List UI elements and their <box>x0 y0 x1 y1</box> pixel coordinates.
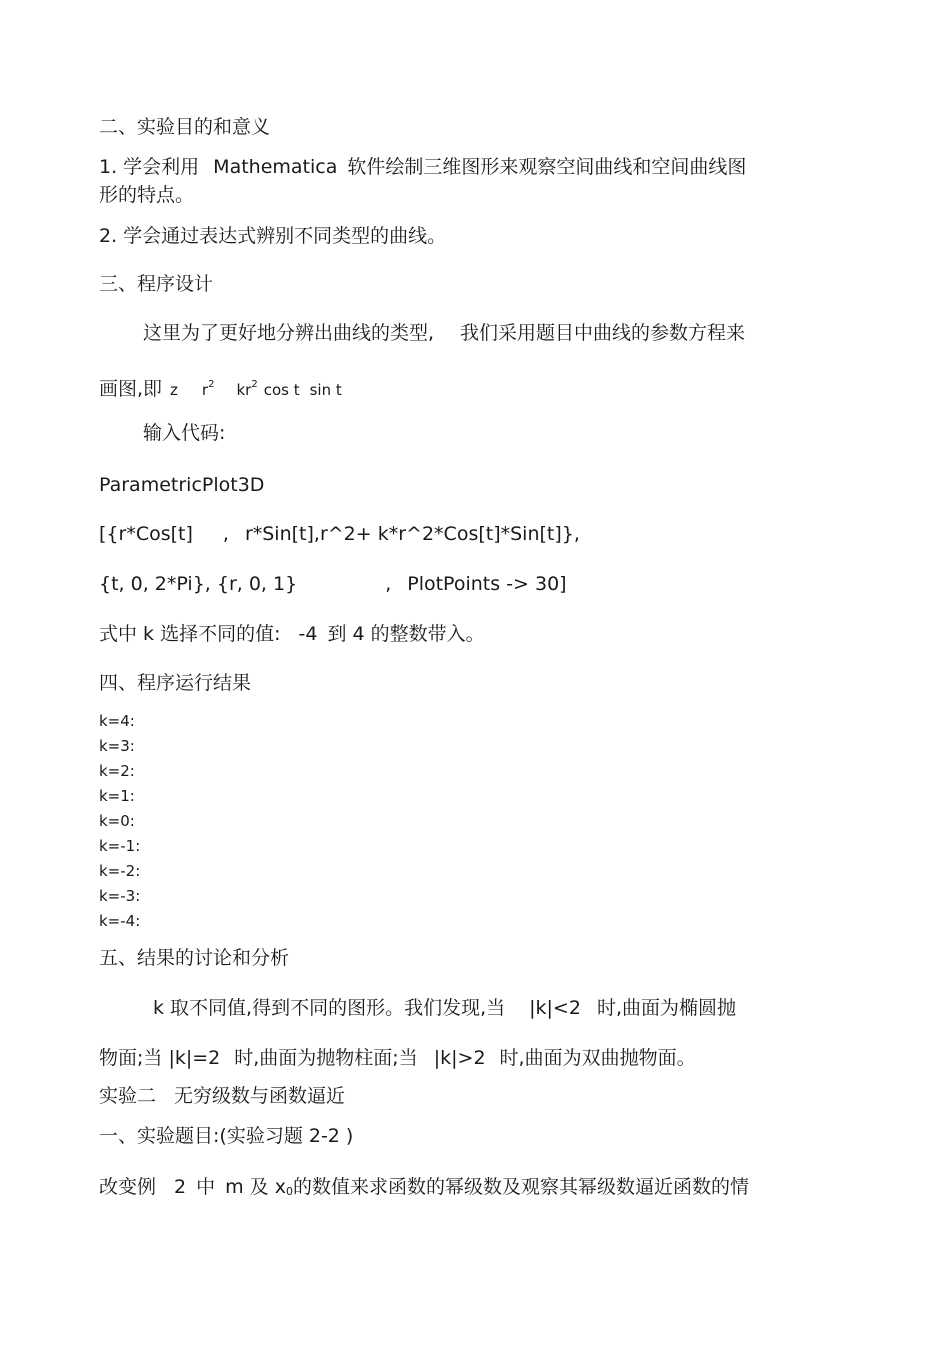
formula-line: 画图,即 z $r^2$ $kr^2$ cos t sin t <box>99 378 342 400</box>
purpose-item-1-line-2: 形的特点。 <box>99 184 195 206</box>
discussion-line-1: k 取不同值,得到不同的图形。我们发现,当 |k|<2 时,曲面为椭圆抛 <box>153 997 736 1019</box>
purpose-item-2: 2. 学会通过表达式辨别不同类型的曲线。 <box>99 225 447 247</box>
result-item: k=-1: <box>99 837 141 855</box>
design-paragraph-line-1: 这里为了更好地分辨出曲线的类型, 我们采用题目中曲线的参数方程来 <box>143 322 746 344</box>
section-heading-purpose: 二、实验目的和意义 <box>99 116 271 138</box>
input-code-label: 输入代码: <box>143 422 226 444</box>
section-heading-results: 四、程序运行结果 <box>99 672 252 694</box>
discussion-line-2: 物面;当 |k|=2 时,曲面为抛物柱面;当 |k|>2 时,曲面为双曲抛物面。 <box>99 1047 696 1069</box>
experiment-2-question-heading: 一、实验题目:(实验习题 2-2 ) <box>99 1125 354 1147</box>
k-values-note: 式中 k 选择不同的值: -4 到 4 的整数带入。 <box>99 623 485 645</box>
code-line-2: [{r*Cos[t] , r*Sin[t],r^2+ k*r^2*Cos[t]*Sin[t]}, <box>99 523 580 545</box>
section-heading-design: 三、程序设计 <box>99 273 214 295</box>
experiment-2-title: 实验二 无穷级数与函数逼近 <box>99 1085 346 1107</box>
result-item: k=0: <box>99 812 135 830</box>
result-item: k=1: <box>99 787 135 805</box>
code-line-3: {t, 0, 2*Pi}, {r, 0, 1} , PlotPoints -> 30] <box>99 573 567 595</box>
result-item: k=-3: <box>99 887 141 905</box>
result-item: k=-4: <box>99 912 141 930</box>
code-line-1: ParametricPlot3D <box>99 474 265 496</box>
result-item: k=3: <box>99 737 135 755</box>
result-item: k=-2: <box>99 862 141 880</box>
section-heading-discussion: 五、结果的讨论和分析 <box>99 947 290 969</box>
result-item: k=4: <box>99 712 135 730</box>
purpose-item-1-line-1: 1. 学会利用 Mathematica 软件绘制三维图形来观察空间曲线和空间曲线图 <box>99 156 747 178</box>
experiment-2-question-line: 改变例 2 中 m 及 $x_0$的数值来求函数的幂级数及观察其幂级数逼近函数的情 <box>99 1176 749 1198</box>
result-item: k=2: <box>99 762 135 780</box>
